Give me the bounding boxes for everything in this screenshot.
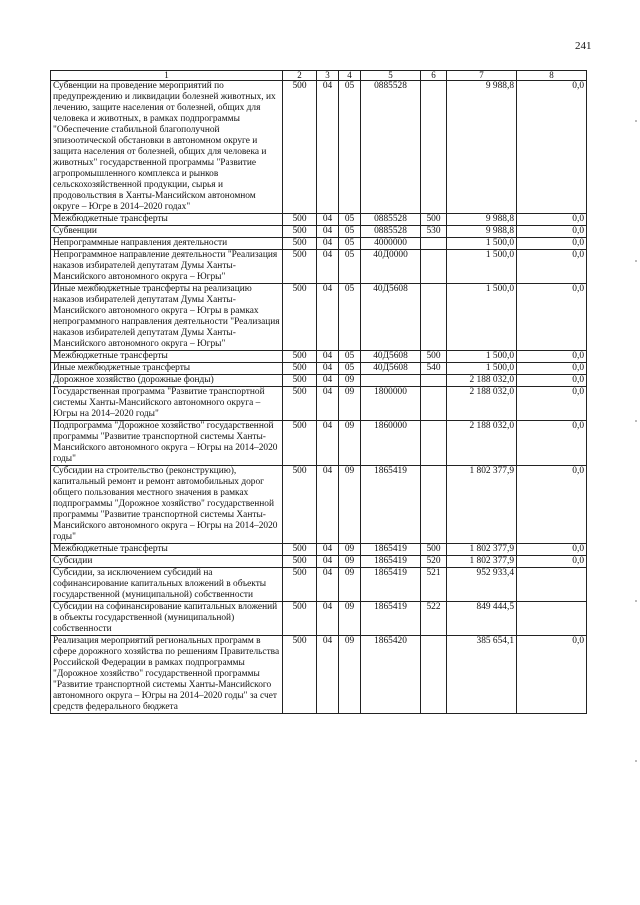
cell-amount: 1 500,0 <box>447 250 517 284</box>
column-header-4: 4 <box>339 71 361 81</box>
cell-expense-type <box>421 421 447 466</box>
cell-amount-2: 0,0 <box>517 250 587 284</box>
cell-amount-2: 0,0 <box>517 363 587 375</box>
cell-admin-code: 500 <box>283 602 317 636</box>
cell-target-article: 0885528 <box>361 226 421 238</box>
cell-admin-code: 500 <box>283 387 317 421</box>
cell-amount-2: 0,0 <box>517 466 587 544</box>
cell-admin-code: 500 <box>283 544 317 556</box>
cell-expense-type <box>421 284 447 351</box>
cell-name: Субсидии, за исключением субсидий на софинансирование капитальных вложений в объекты государственной (муниципальной) собственности <box>51 568 283 602</box>
cell-section: 04 <box>317 363 339 375</box>
cell-expense-type <box>421 387 447 421</box>
cell-subsection: 09 <box>339 387 361 421</box>
cell-expense-type: 520 <box>421 556 447 568</box>
cell-section: 04 <box>317 544 339 556</box>
cell-expense-type <box>421 636 447 714</box>
cell-expense-type: 500 <box>421 214 447 226</box>
cell-name: Дорожное хозяйство (дорожные фонды) <box>51 375 283 387</box>
cell-target-article <box>361 375 421 387</box>
cell-expense-type: 530 <box>421 226 447 238</box>
table-row <box>51 387 587 421</box>
cell-expense-type <box>421 375 447 387</box>
cell-amount-2: 0,0 <box>517 351 587 363</box>
cell-admin-code: 500 <box>283 375 317 387</box>
cell-section: 04 <box>317 636 339 714</box>
column-header-6: 6 <box>421 71 447 81</box>
table-row <box>51 351 587 363</box>
cell-admin-code: 500 <box>283 636 317 714</box>
cell-amount: 2 188 032,0 <box>447 421 517 466</box>
cell-name: Непрограммные направления деятельности <box>51 238 283 250</box>
column-header-2: 2 <box>283 71 317 81</box>
cell-target-article: 1865420 <box>361 636 421 714</box>
cell-target-article: 1860000 <box>361 421 421 466</box>
table-row <box>51 544 587 556</box>
cell-subsection: 05 <box>339 250 361 284</box>
cell-amount: 385 654,1 <box>447 636 517 714</box>
cell-name: Субсидии <box>51 556 283 568</box>
cell-amount-2: 0,0 <box>517 544 587 556</box>
cell-target-article: 40Д0000 <box>361 250 421 284</box>
cell-target-article: 40Д5608 <box>361 284 421 351</box>
cell-target-article: 1865419 <box>361 556 421 568</box>
cell-expense-type <box>421 250 447 284</box>
column-header-5: 5 <box>361 71 421 81</box>
cell-admin-code: 500 <box>283 238 317 250</box>
cell-section: 04 <box>317 556 339 568</box>
cell-name: Межбюджетные трансферты <box>51 544 283 556</box>
table-row <box>51 556 587 568</box>
cell-target-article: 40Д5608 <box>361 351 421 363</box>
table-row <box>51 250 587 284</box>
cell-target-article: 0885528 <box>361 214 421 226</box>
cell-section: 04 <box>317 284 339 351</box>
cell-amount-2: 0,0 <box>517 556 587 568</box>
cell-expense-type: 522 <box>421 602 447 636</box>
cell-target-article: 1865419 <box>361 466 421 544</box>
cell-target-article: 1865419 <box>361 602 421 636</box>
cell-expense-type <box>421 238 447 250</box>
cell-target-article: 1800000 <box>361 387 421 421</box>
cell-name: Иные межбюджетные трансферты на реализацию наказов избирателей депутатам Думы Ханты-Мансийского автономного округа – Югры в рамках непрограммного направления деятельности "Реализация наказов избирателей депутатам Думы Ханты-Мансийского автономного округа – Югры" <box>51 284 283 351</box>
cell-name: Иные межбюджетные трансферты <box>51 363 283 375</box>
cell-subsection: 09 <box>339 466 361 544</box>
table-row <box>51 375 587 387</box>
cell-subsection: 09 <box>339 636 361 714</box>
cell-name: Государственная программа "Развитие транспортной системы Ханты-Мансийского автономного округа – Югры на 2014–2020 годы" <box>51 387 283 421</box>
table-row <box>51 568 587 602</box>
cell-amount-2: 0,0 <box>517 284 587 351</box>
cell-amount: 9 988,8 <box>447 214 517 226</box>
cell-section: 04 <box>317 250 339 284</box>
column-header-8: 8 <box>517 71 587 81</box>
cell-name: Субвенции на проведение мероприятий по предупреждению и ликвидации болезней животных, их лечению, защите населения от болезней, общих для человека и животных, в рамках подпрограммы "Обеспечение стабильной благополучной эпизоотической обстановки в автономном округе и защита населения от болезней, общих для человека и животных" государственной программы "Развитие агропромышленного комплекса и рынков сельскохозяйственной продукции, сырья и продовольствия в Ханты-Мансийском автономном округе – Югре в 2014–2020 годах" <box>51 81 283 214</box>
cell-amount: 2 188 032,0 <box>447 375 517 387</box>
cell-subsection: 05 <box>339 238 361 250</box>
cell-name: Реализация мероприятий региональных программ в сфере дорожного хозяйства по решениям Правительства Российской Федерации в рамках подпрограммы "Дорожное хозяйство" государственной программы "Развитие транспортной системы Ханты-Мансийского автономного округа – Югры на 2014–2020 годы" за счет средств федерального бюджета <box>51 636 283 714</box>
cell-section: 04 <box>317 214 339 226</box>
table-row <box>51 284 587 351</box>
table-row <box>51 81 587 214</box>
cell-subsection: 09 <box>339 544 361 556</box>
cell-amount: 1 802 377,9 <box>447 466 517 544</box>
budget-table <box>50 70 587 714</box>
cell-amount-2: 0,0 <box>517 214 587 226</box>
cell-admin-code: 500 <box>283 466 317 544</box>
cell-amount-2: 0,0 <box>517 636 587 714</box>
table-row <box>51 636 587 714</box>
cell-section: 04 <box>317 421 339 466</box>
cell-subsection: 05 <box>339 214 361 226</box>
table-row <box>51 421 587 466</box>
cell-section: 04 <box>317 387 339 421</box>
cell-admin-code: 500 <box>283 568 317 602</box>
column-header-3: 3 <box>317 71 339 81</box>
cell-section: 04 <box>317 226 339 238</box>
cell-section: 04 <box>317 81 339 214</box>
cell-admin-code: 500 <box>283 250 317 284</box>
cell-admin-code: 500 <box>283 351 317 363</box>
cell-expense-type: 521 <box>421 568 447 602</box>
table-body <box>51 81 587 714</box>
cell-admin-code: 500 <box>283 556 317 568</box>
cell-amount-2 <box>517 602 587 636</box>
column-header-7: 7 <box>447 71 517 81</box>
cell-amount: 1 500,0 <box>447 284 517 351</box>
cell-target-article: 40Д5608 <box>361 363 421 375</box>
table-row <box>51 214 587 226</box>
page-number: 241 <box>575 40 592 52</box>
cell-name: Подпрограмма "Дорожное хозяйство" государственной программы "Развитие транспортной системы Ханты-Мансийского автономного округа – Югры на 2014–2020 годы" <box>51 421 283 466</box>
cell-amount: 1 802 377,9 <box>447 556 517 568</box>
cell-amount-2: 0,0 <box>517 81 587 214</box>
cell-subsection: 05 <box>339 284 361 351</box>
cell-amount-2: 0,0 <box>517 375 587 387</box>
table-row <box>51 226 587 238</box>
table-row <box>51 363 587 375</box>
header-row <box>51 71 587 81</box>
cell-name: Непрограммное направление деятельности "Реализация наказов избирателей депутатам Думы Ханты-Мансийского автономного округа – Югры" <box>51 250 283 284</box>
cell-target-article: 1865419 <box>361 544 421 556</box>
column-header-1: 1 <box>51 71 283 81</box>
cell-section: 04 <box>317 466 339 544</box>
cell-amount: 1 500,0 <box>447 351 517 363</box>
cell-amount: 9 988,8 <box>447 81 517 214</box>
cell-name: Субсидии на софинансирование капитальных вложений в объекты государственной (муниципальной) собственности <box>51 602 283 636</box>
cell-target-article: 0885528 <box>361 81 421 214</box>
cell-expense-type: 500 <box>421 351 447 363</box>
cell-expense-type <box>421 81 447 214</box>
cell-section: 04 <box>317 568 339 602</box>
cell-subsection: 09 <box>339 421 361 466</box>
cell-expense-type: 500 <box>421 544 447 556</box>
cell-amount: 849 444,5 <box>447 602 517 636</box>
cell-name: Субвенции <box>51 226 283 238</box>
cell-amount: 1 500,0 <box>447 238 517 250</box>
cell-amount-2: 0,0 <box>517 238 587 250</box>
cell-name: Межбюджетные трансферты <box>51 351 283 363</box>
cell-amount: 952 933,4 <box>447 568 517 602</box>
table-row <box>51 238 587 250</box>
cell-subsection: 05 <box>339 81 361 214</box>
cell-admin-code: 500 <box>283 81 317 214</box>
cell-amount: 1 802 377,9 <box>447 544 517 556</box>
cell-subsection: 09 <box>339 375 361 387</box>
cell-subsection: 05 <box>339 226 361 238</box>
cell-amount: 1 500,0 <box>447 363 517 375</box>
cell-admin-code: 500 <box>283 421 317 466</box>
cell-amount-2: 0,0 <box>517 421 587 466</box>
cell-target-article: 4000000 <box>361 238 421 250</box>
cell-section: 04 <box>317 238 339 250</box>
cell-name: Субсидии на строительство (реконструкцию), капитальный ремонт и ремонт автомобильных дорог общего пользования местного значения в рамках подпрограммы "Дорожное хозяйство" государственной программы "Развитие транспортной системы Ханты-Мансийского автономного округа – Югры на 2014–2020 годы" <box>51 466 283 544</box>
cell-subsection: 05 <box>339 351 361 363</box>
cell-amount: 9 988,8 <box>447 226 517 238</box>
cell-expense-type: 540 <box>421 363 447 375</box>
cell-section: 04 <box>317 375 339 387</box>
cell-amount: 2 188 032,0 <box>447 387 517 421</box>
cell-subsection: 09 <box>339 602 361 636</box>
cell-amount-2: 0,0 <box>517 226 587 238</box>
cell-subsection: 05 <box>339 363 361 375</box>
cell-amount-2 <box>517 568 587 602</box>
cell-section: 04 <box>317 351 339 363</box>
cell-name: Межбюджетные трансферты <box>51 214 283 226</box>
table-row <box>51 466 587 544</box>
cell-section: 04 <box>317 602 339 636</box>
table-row <box>51 602 587 636</box>
cell-admin-code: 500 <box>283 363 317 375</box>
cell-subsection: 09 <box>339 556 361 568</box>
cell-admin-code: 500 <box>283 284 317 351</box>
cell-expense-type <box>421 466 447 544</box>
cell-target-article: 1865419 <box>361 568 421 602</box>
cell-subsection: 09 <box>339 568 361 602</box>
cell-admin-code: 500 <box>283 214 317 226</box>
cell-admin-code: 500 <box>283 226 317 238</box>
cell-amount-2: 0,0 <box>517 387 587 421</box>
